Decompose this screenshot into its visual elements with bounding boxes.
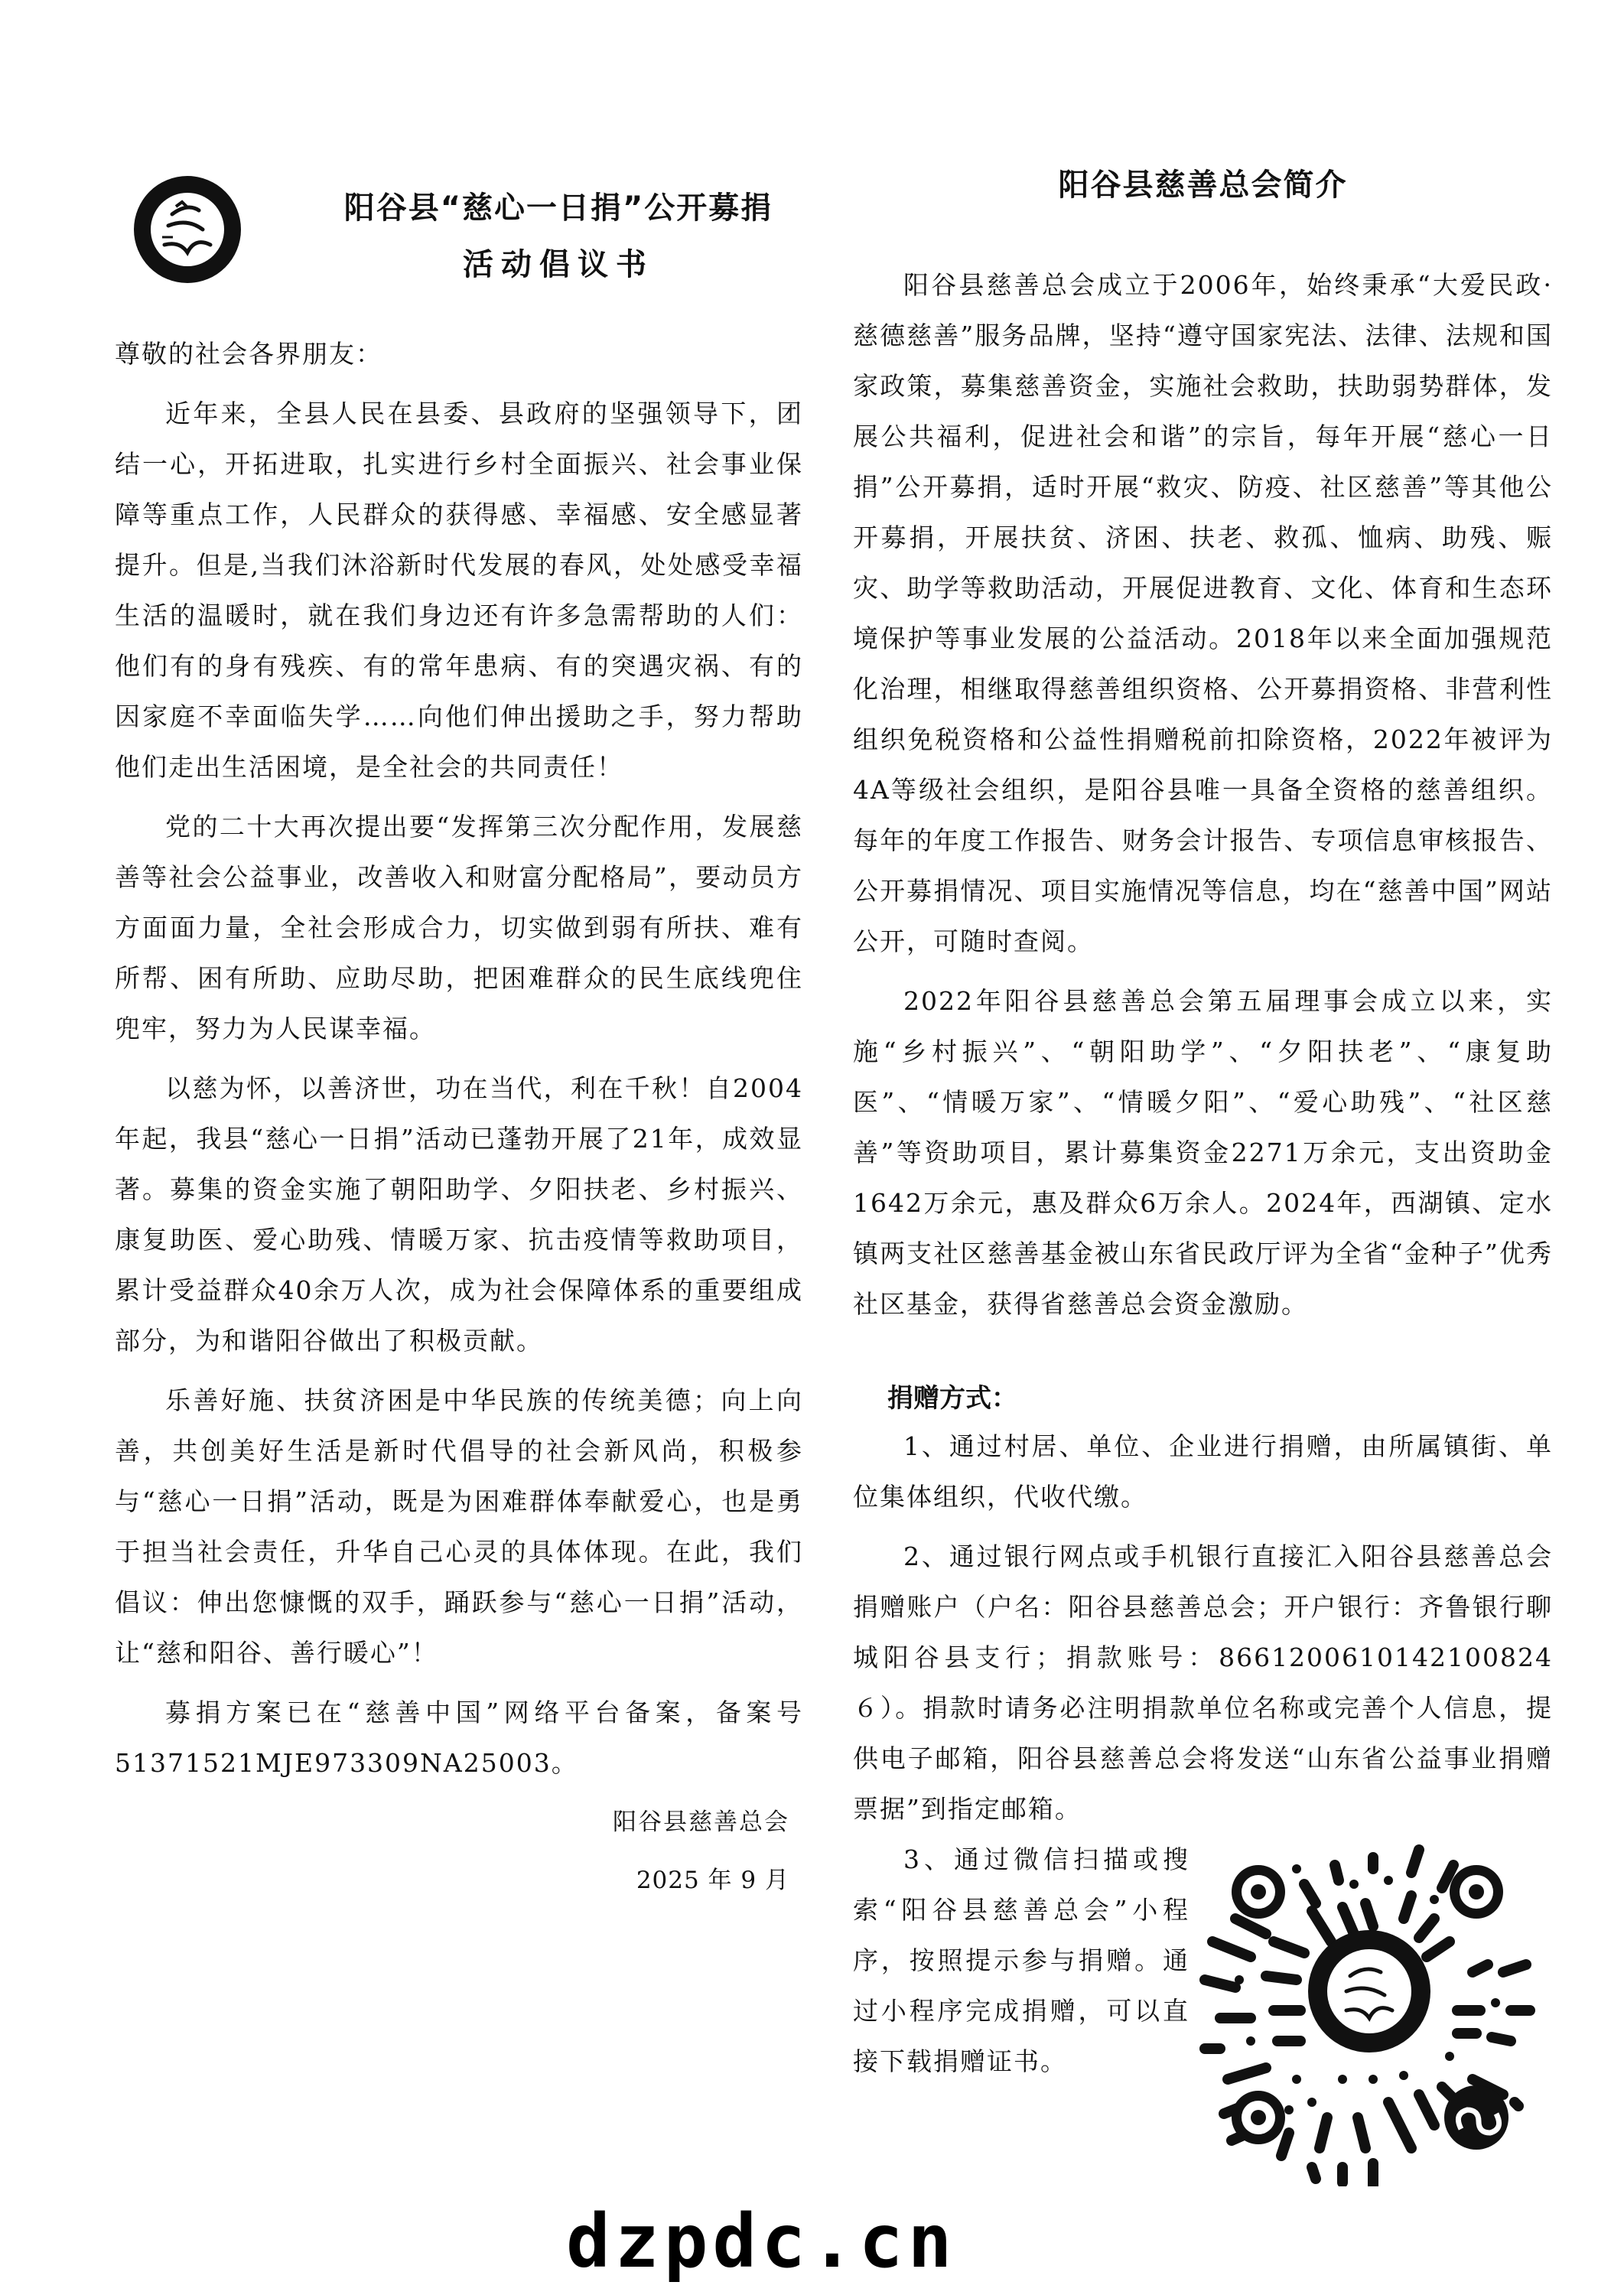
salutation: 尊敬的社会各界朋友： — [115, 339, 382, 369]
donation-heading: 捐赠方式： — [887, 1383, 1017, 1414]
signature: 阳谷县慈善总会 — [613, 1808, 789, 1836]
donation-method-1: 1、通过村居、单位、企业进行捐赠，由所属镇街、单位集体组织，代收代缴。 — [853, 1431, 1553, 1512]
charity-logo-icon — [130, 172, 245, 287]
proposal-paragraph-2: 党的二十大再次提出要“发挥第三次分配作用，发展慈善等社会公益事业，改善收入和财富分配格局”，要动员方方面面力量，全社会形成合力，切实做到弱有所扶、难有所帮、困有所助、应助尽助，把困难群众的民生底线兜住兜牢，努力为人民谋幸福。 — [115, 812, 803, 1043]
donation-method-3-block — [853, 1834, 1553, 2217]
introduction-paragraph-1: 阳谷县慈善总会成立于2006年，始终秉承“大爱民政·慈德慈善”服务品牌，坚持“遵守国家宪法、法律、法规和国家政策，募集慈善资金，实施社会救助，扶助弱势群体，发展公共福利，促进社会和谐”的宗旨，每年开展“慈心一日捐”公开募捐，适时开展“救灾、防疫、社区慈善”等其他公开募捐，开展扶贫、济困、扶老、救孤、恤病、助残、赈灾、助学等救助活动，开展促进教育、文化、体育和生态环境保护等事业发展的公益活动。2018年以来全面加强规范化治理，相继取得慈善组织资格、公开募捐资格、非营利性组织免税资格和公益性捐赠税前扣除资格，2022年被评为4A等级社会组织，是阳谷县唯一具备全资格的慈善组织。每年的年度工作报告、财务会计报告、专项信息审核报告、公开募捐情况、项目实施情况等信息，均在“慈善中国”网站公开，可随时查阅。 — [853, 270, 1553, 956]
wechat-mini-program-code-icon[interactable] — [1190, 1827, 1549, 2186]
proposal-column — [115, 138, 803, 1905]
introduction-column — [853, 138, 1553, 2217]
watermark: dzpdc.cn — [566, 2199, 957, 2284]
proposal-header — [115, 138, 803, 329]
proposal-paragraph-3: 以慈为怀，以善济世，功在当代，利在千秋！自2004年起，我县“慈心一日捐”活动已蓬勃开展了21年，成效显著。募集的资金实施了朝阳助学、夕阳扶老、乡村振兴、康复助医、爱心助残、情暖万家、抗击疫情等救助项目，累计受益群众40余万人次，成为社会保障体系的重要组成部分，为和谐阳谷做出了积极贡献。 — [115, 1073, 803, 1356]
introduction-paragraph-2: 2022年阳谷县慈善总会第五届理事会成立以来，实施“乡村振兴”、“朝阳助学”、“夕阳扶老”、“康复助医”、“情暖万家”、“情暖夕阳”、“爱心助残”、“社区慈善”等资助项目，累计募集资金2271万余元，支出资助金1642万余元，惠及群众6万余人。2024年，西湖镇、定水镇两支社区慈善基金被山东省民政厅评为全省“金种子”优秀社区基金，获得省慈善总会资金激励。 — [853, 986, 1553, 1319]
donation-method-3: 3、通过微信扫描或搜索“阳谷县慈善总会”小程序，按照提示参与捐赠。通过小程序完成捐赠，可以直接下载捐赠证书。 — [853, 1844, 1190, 2076]
proposal-paragraph-1: 近年来，全县人民在县委、县政府的坚强领导下，团结一心，开拓进取，扎实进行乡村全面振兴、社会事业保障等重点工作，人民群众的获得感、幸福感、安全感显著提升。但是,当我们沐浴新时代发展的春风，处处感受幸福生活的温暖时，就在我们身边还有许多急需帮助的人们：他们有的身有残疾、有的常年患病、有的突遇灾祸、有的因家庭不幸面临失学……向他们伸出援助之手，努力帮助他们走出生活困境，是全社会的共同责任！ — [115, 399, 803, 782]
proposal-title — [321, 180, 796, 293]
proposal-title-line2: 活动倡议书 — [463, 247, 654, 282]
proposal-paragraph-5: 募捐方案已在“慈善中国”网络平台备案，备案号51371521MJE973309NA25003。 — [115, 1698, 803, 1778]
proposal-title-line1: 阳谷县“慈心一日捐”公开募捐 — [343, 190, 773, 226]
proposal-paragraph-4: 乐善好施、扶贫济困是中华民族的传统美德；向上向善，共创美好生活是新时代倡导的社会新风尚，积极参与“慈心一日捐”活动，既是为困难群体奉献爱心，也是勇于担当社会责任，升华自己心灵的具体体现。在此，我们倡议：伸出您慷慨的双手，踊跃参与“慈心一日捐”活动，让“慈和阳谷、善行暖心”！ — [115, 1385, 803, 1668]
date: 2025 年 9 月 — [636, 1867, 789, 1894]
introduction-title: 阳谷县慈善总会简介 — [1058, 168, 1348, 203]
donation-method-2: 2、通过银行网点或手机银行直接汇入阳谷县慈善总会捐赠账户（户名：阳谷县慈善总会；开户银行：齐鲁银行聊城阳谷县支行；捐款账号：8661200610142100824６）。捐款时请务必注明捐款单位名称或完善个人信息，提供电子邮箱，阳谷县慈善总会将发送“山东省公益事业捐赠票据”到指定邮箱。 — [853, 1541, 1553, 1824]
